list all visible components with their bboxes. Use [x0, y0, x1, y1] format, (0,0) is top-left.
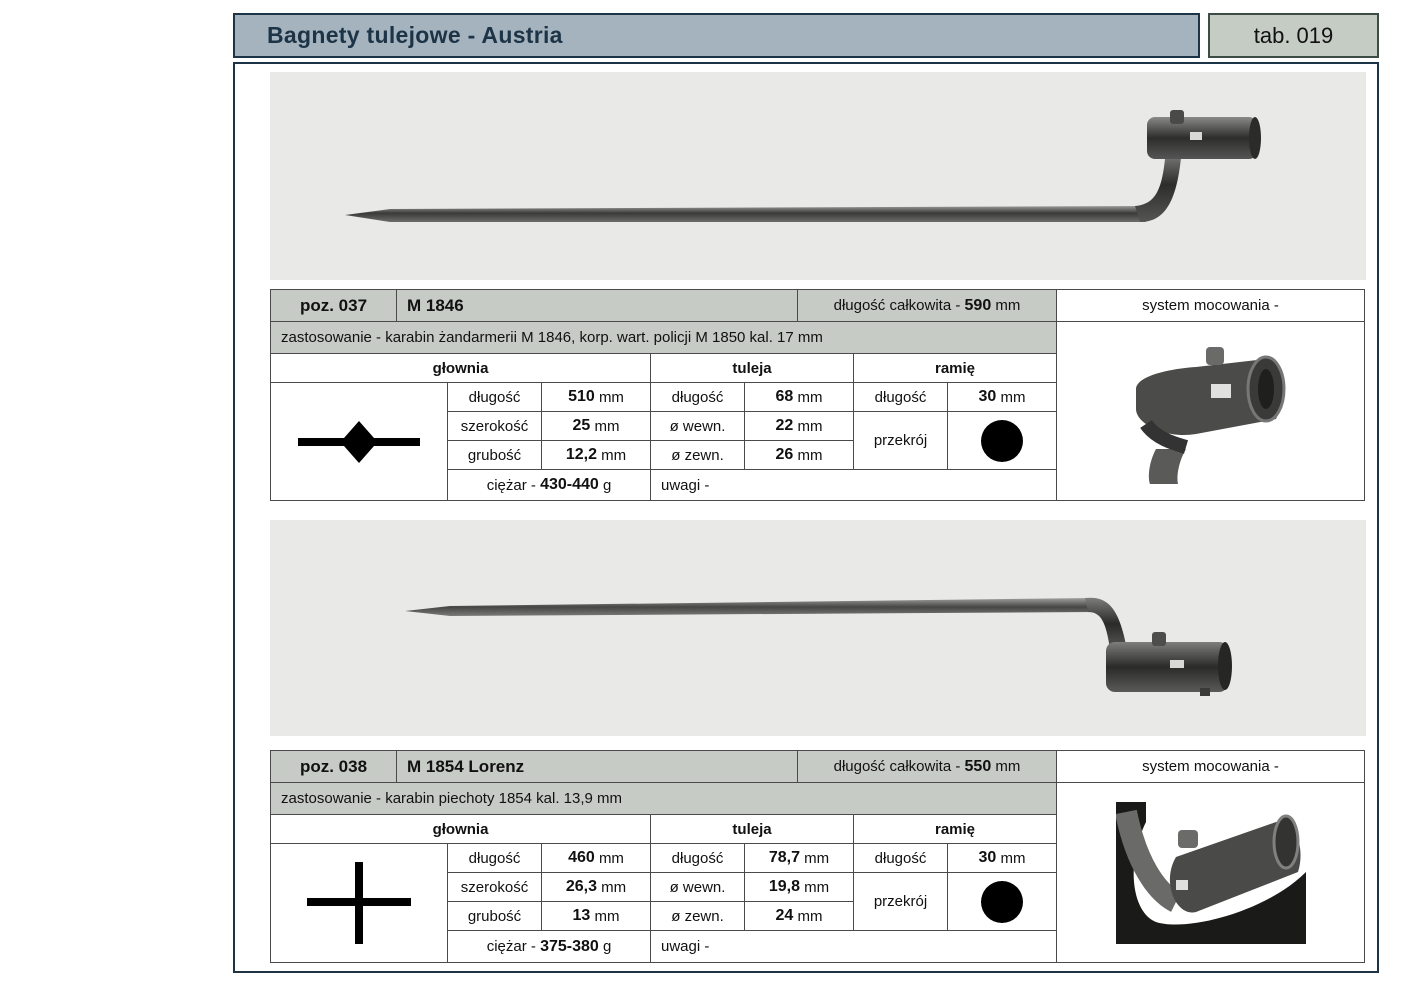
blade-thickness-value [541, 440, 651, 470]
blade-header: głownia [270, 353, 651, 383]
blade-header: głownia [270, 814, 651, 844]
unit: mm [594, 907, 620, 925]
arm-length-label: długość [853, 843, 948, 873]
total-length-label: długość całkowita - [833, 758, 961, 775]
value: 30 [978, 849, 997, 866]
arm-length-label: długość [853, 382, 948, 412]
total-length-label: długość całkowita - [833, 297, 961, 314]
blade-length-label: długość [447, 843, 542, 873]
value: 460 [568, 849, 595, 866]
round-section-icon [980, 880, 1024, 924]
blade-length-label: długość [447, 382, 542, 412]
notes-label: uwagi - [650, 930, 1057, 963]
unit: mm [1000, 388, 1026, 406]
unit: mm [797, 907, 823, 925]
blade-length-value [541, 382, 651, 412]
arm-header: ramię [853, 353, 1057, 383]
blade-thickness-label: grubość [447, 901, 542, 931]
arm-section-label: przekrój [853, 411, 948, 470]
weight-value: 430-440 [540, 476, 599, 493]
mounting-system-photo [1056, 782, 1365, 963]
bayonet-photo-2 [270, 520, 1366, 736]
blade-width-value [541, 872, 651, 902]
model-name: M 1846 [396, 289, 798, 322]
position-number: poz. 038 [270, 750, 397, 783]
unit: mm [797, 417, 823, 435]
arm-header: ramię [853, 814, 1057, 844]
mounting-system-photo [1056, 321, 1365, 501]
socket-length-label: długość [650, 843, 745, 873]
weight [447, 930, 651, 963]
weight-unit: g [602, 476, 612, 494]
bayonet-photo-1 [270, 72, 1366, 280]
blade-cross-section [270, 382, 448, 501]
socket-closeup-image [1126, 339, 1296, 484]
usage-text: zastosowanie - karabin piechoty 1854 kal. 13,9 mm [270, 782, 1057, 815]
arm-section-label: przekrój [853, 872, 948, 931]
socket-outer-diameter-value [744, 440, 854, 470]
socket-inner-diameter-label: ø wewn. [650, 872, 745, 902]
arm-length-value [947, 382, 1057, 412]
socket-length-value [744, 843, 854, 873]
unit: mm [594, 417, 620, 435]
arm-length-value [947, 843, 1057, 873]
blade-thickness-value [541, 901, 651, 931]
value: 510 [568, 388, 595, 405]
blade-width-label: szerokość [447, 872, 542, 902]
round-section-icon [980, 419, 1024, 463]
value: 22 [775, 417, 794, 434]
socket-inner-diameter-value [744, 872, 854, 902]
socket-header: tuleja [650, 814, 854, 844]
notes-label: uwagi - [650, 469, 1057, 501]
usage-text: zastosowanie - karabin żandarmerii M 1846, korp. wart. policji M 1850 kal. 17 mm [270, 321, 1057, 354]
value: 25 [572, 417, 591, 434]
total-length [797, 750, 1057, 783]
total-length-unit: mm [995, 758, 1021, 775]
value: 24 [775, 907, 794, 924]
weight [447, 469, 651, 501]
socket-outer-diameter-value [744, 901, 854, 931]
socket-length-value [744, 382, 854, 412]
unit: mm [804, 878, 830, 896]
value: 68 [775, 388, 794, 405]
socket-length-label: długość [650, 382, 745, 412]
socket-inner-diameter-value [744, 411, 854, 441]
blade-thickness-label: grubość [447, 440, 542, 470]
blade-cross-section [270, 843, 448, 963]
arm-section-shape [947, 411, 1057, 470]
blade-width-value [541, 411, 651, 441]
unit: mm [601, 446, 627, 464]
socket-outer-diameter-label: ø zewn. [650, 901, 745, 931]
table-number: tab. 019 [1208, 13, 1379, 58]
socket-inner-diameter-label: ø wewn. [650, 411, 745, 441]
arm-section-shape [947, 872, 1057, 931]
weight-label: ciężar - [486, 938, 536, 955]
total-length [797, 289, 1057, 322]
total-length-unit: mm [995, 297, 1021, 314]
cross-profile-icon [307, 862, 411, 944]
value: 19,8 [768, 878, 800, 895]
blade-width-label: szerokość [447, 411, 542, 441]
unit: mm [601, 878, 627, 896]
socket-closeup-image [1116, 802, 1306, 944]
mounting-system-label: system mocowania - [1056, 289, 1365, 322]
unit: mm [797, 388, 823, 406]
position-number: poz. 037 [270, 289, 397, 322]
unit: mm [598, 849, 624, 867]
value: 13 [572, 907, 591, 924]
weight-label: ciężar - [486, 476, 536, 494]
unit: mm [797, 446, 823, 464]
weight-value: 375-380 [540, 937, 599, 955]
socket-outer-diameter-label: ø zewn. [650, 440, 745, 470]
value: 78,7 [768, 849, 800, 866]
value: 26,3 [565, 878, 597, 895]
unit: mm [598, 388, 624, 406]
socket-header: tuleja [650, 353, 854, 383]
value: 30 [978, 388, 997, 405]
value: 12,2 [565, 446, 597, 463]
mounting-system-label: system mocowania - [1056, 750, 1365, 783]
entry-037 [270, 289, 1365, 501]
total-length-value: 550 [964, 757, 992, 775]
blade-length-value [541, 843, 651, 873]
weight-unit: g [602, 938, 612, 955]
unit: mm [1000, 849, 1026, 867]
page-title: Bagnety tulejowe - Austria [233, 13, 1200, 58]
diamond-profile-icon [298, 419, 420, 465]
model-name: M 1854 Lorenz [396, 750, 798, 783]
value: 26 [775, 446, 794, 463]
entry-038 [270, 750, 1365, 963]
unit: mm [804, 849, 830, 867]
total-length-value: 590 [964, 296, 992, 314]
